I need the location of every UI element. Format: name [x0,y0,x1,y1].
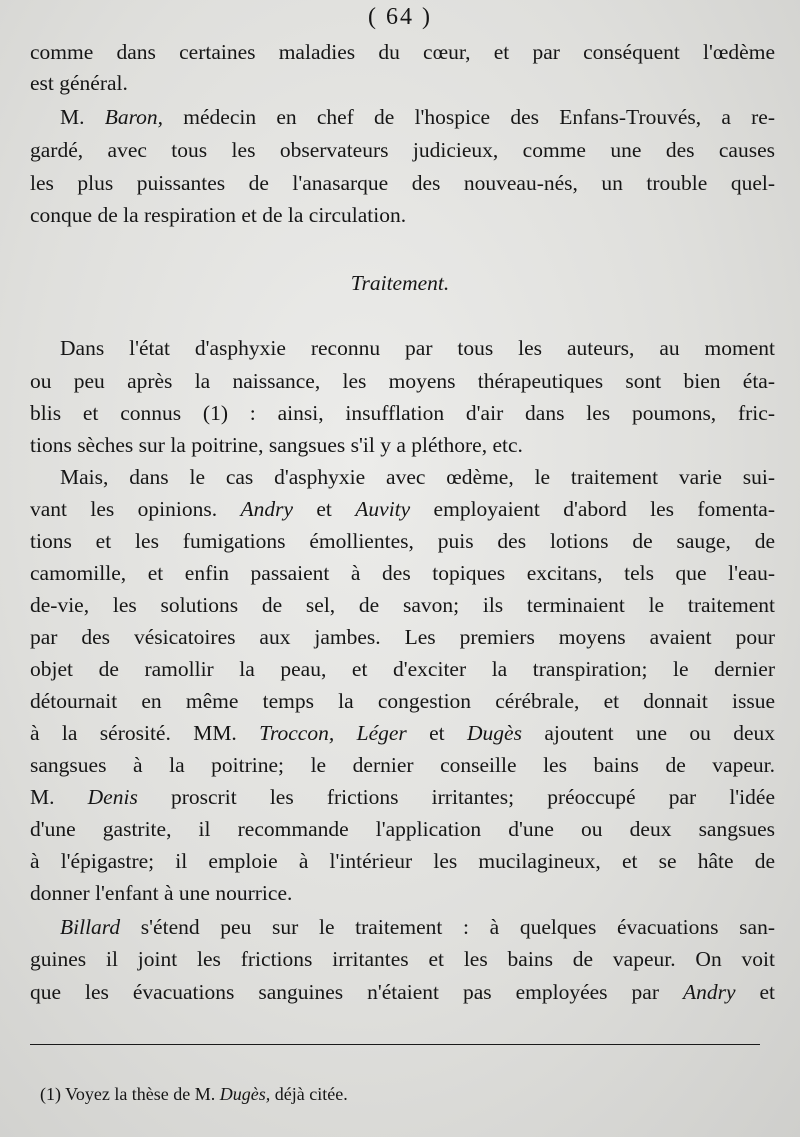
text-line: comme dans certaines maladies du cœur, et par conséquent l'œdème [30,40,775,64]
text-line: est général. [30,71,128,95]
text-line: camomille, et enfin passaient à des topiques excitans, tels que l'eau- [30,561,775,585]
text-line: vant les opinions. Andry et Auvity employaient d'abord les fomenta- [30,497,775,521]
text-line: conque de la respiration et de la circulation. [30,203,407,227]
section-heading: Traitement. [350,271,450,295]
italic-name: Troccon, [259,721,335,745]
italic-name: Billard [60,915,121,939]
italic-name: Andry [682,980,736,1004]
text-line: par des vésicatoires aux jambes. Les premiers moyens avaient pour [30,625,775,649]
text-line: détournait en même temps la congestion cérébrale, et donnait issue [30,689,775,713]
text-line: à l'épigastre; il emploie à l'intérieur les mucilagineux, et se hâte de [30,849,775,873]
text-line: tions et les fumigations émollientes, puis des lotions de sauge, de [30,529,775,553]
italic-name: Auvity [355,497,411,521]
italic-name: Andry [240,497,293,521]
italic-name: Dugès [467,721,522,745]
text-line: M. Baron, médecin en chef de l'hospice des Enfans-Trouvés, a re- [60,105,775,129]
italic-name: Léger [356,721,407,745]
text-line: M. Denis proscrit les frictions irritantes; préoccupé par l'idée [30,785,775,809]
italic-name: Dugès, [219,1084,271,1104]
text-line: de-vie, les solutions de sel, de savon; ils terminaient le traitement [30,593,775,617]
text-line: objet de ramollir la peau, et d'exciter la transpiration; le dernier [30,657,775,681]
text-line: Mais, dans le cas d'asphyxie avec œdème, le traitement varie sui- [60,465,775,489]
text-line: Dans l'état d'asphyxie reconnu par tous les auteurs, au moment [60,336,775,360]
text-line: gardé, avec tous les observateurs judicieux, comme une des causes [30,138,775,162]
text-line: que les évacuations sanguines n'étaient pas employées par Andry et [30,980,775,1004]
page-number: ( 64 ) [368,4,432,30]
text-line: les plus puissantes de l'anasarque des nouveau-nés, un trouble quel- [30,171,775,195]
text-line: d'une gastrite, il recommande l'application d'une ou deux sangsues [30,817,775,841]
footnote-rule [30,1044,760,1045]
italic-name: Denis [87,785,138,809]
text-line: ou peu après la naissance, les moyens thérapeutiques sont bien éta- [30,369,775,393]
text-line: à la sérosité. MM. Troccon, Léger et Dugès ajoutent une ou deux [30,721,776,745]
text-line: tions sèches sur la poitrine, sangsues s'il y a pléthore, etc. [30,433,523,457]
text-line: blis et connus (1) : ainsi, insufflation d'air dans les poumons, fric- [30,401,775,425]
italic-name: Baron, [104,105,164,129]
text-line: guines il joint les frictions irritantes et les bains de vapeur. On voit [30,947,775,971]
text-line: sangsues à la poitrine; le dernier conseille les bains de vapeur. [30,753,775,777]
text-line: donner l'enfant à une nourrice. [30,881,293,905]
footnote: (1) Voyez la thèse de M. Dugès, déjà citée. [40,1084,348,1104]
text-line: Billard s'étend peu sur le traitement : à quelques évacuations san- [60,915,775,939]
